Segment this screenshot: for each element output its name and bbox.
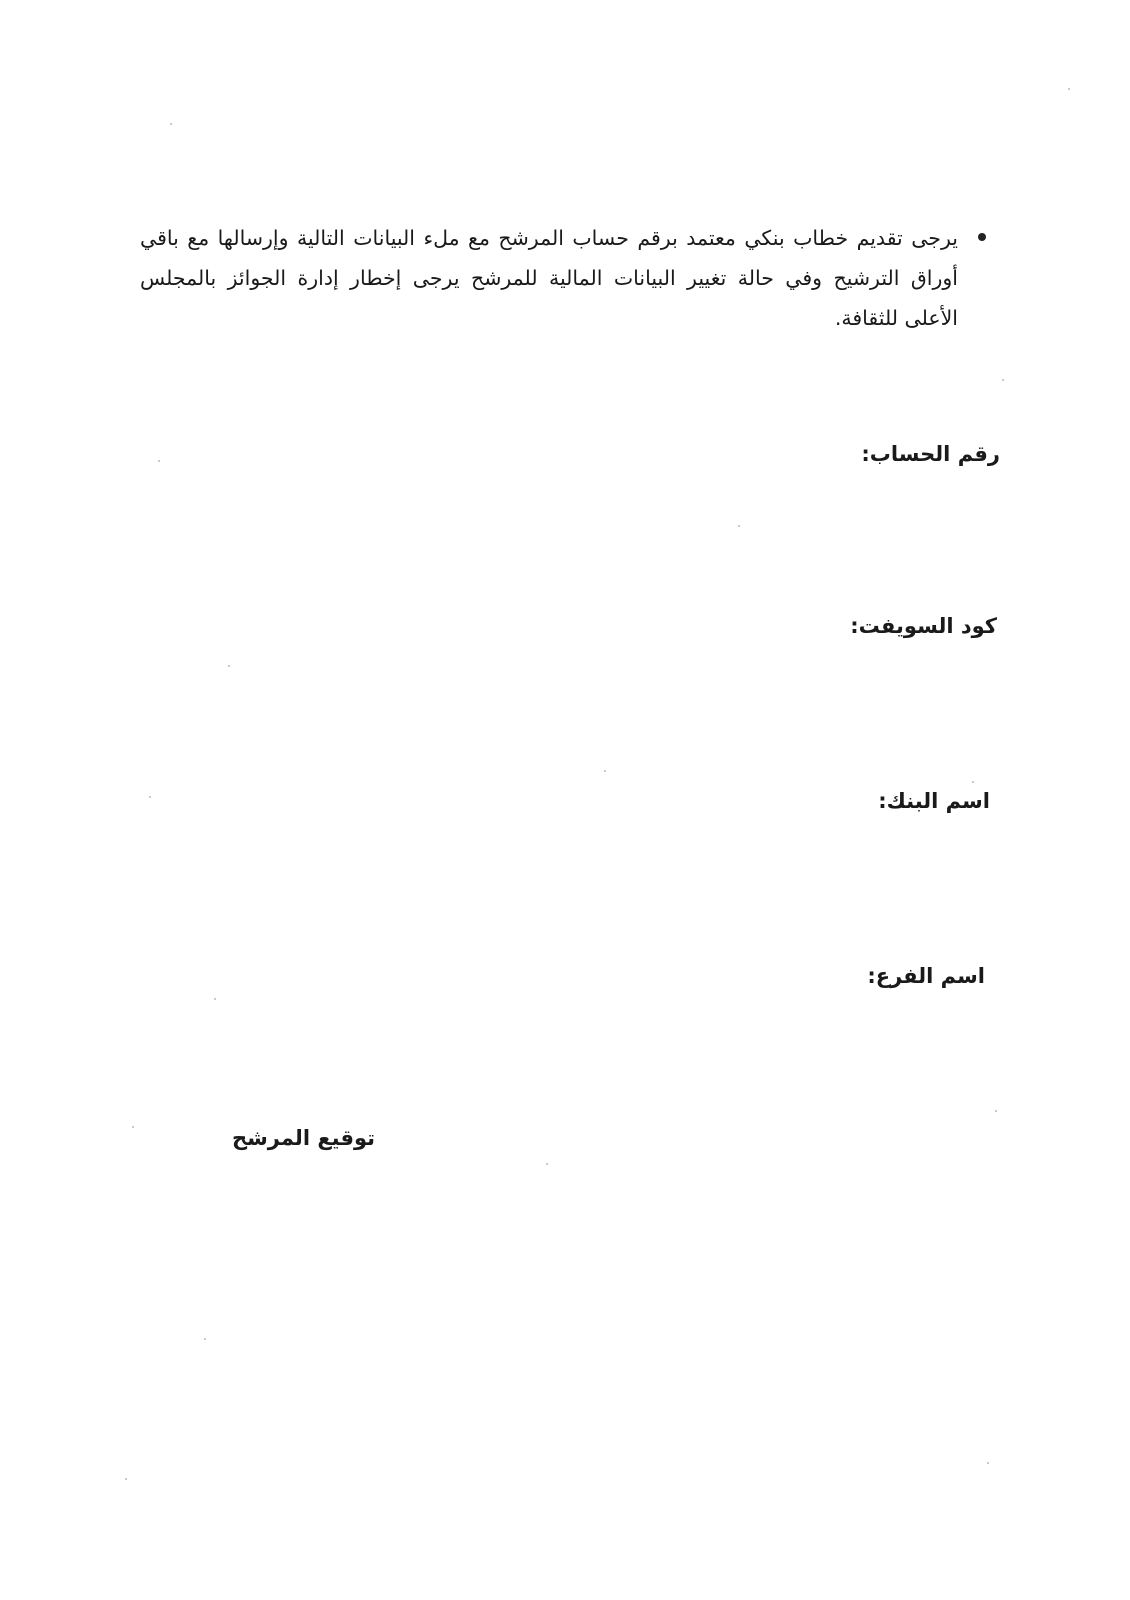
bank-name-label: اسم البنك:: [878, 789, 990, 813]
scan-speck: [132, 1126, 134, 1128]
scan-speck: [158, 460, 160, 462]
account-number-label: رقم الحساب:: [861, 442, 1000, 466]
scan-speck: [170, 123, 172, 125]
scan-speck: [228, 665, 230, 667]
branch-name-label: اسم الفرع:: [867, 964, 985, 988]
candidate-signature-label: توقيع المرشح: [232, 1126, 376, 1150]
bullet-icon: [978, 233, 986, 241]
scan-speck: [972, 781, 974, 783]
scan-speck: [604, 770, 606, 772]
scan-speck: [149, 796, 151, 798]
scan-speck: [995, 1110, 997, 1112]
scan-speck: [738, 525, 740, 527]
instruction-list: [140, 218, 990, 338]
scan-speck: [125, 1478, 127, 1480]
scan-speck: [1002, 379, 1004, 381]
scan-speck: [546, 1163, 548, 1165]
scan-speck: [214, 998, 216, 1000]
instruction-note: [140, 218, 990, 338]
instruction-text: يرجى تقديم خطاب بنكي معتمد برقم حساب المرشح مع ملء البيانات التالية وإرسالها مع باقي أوراق الترشيح وفي حالة تغيير البيانات المالية للمرشح يرجى إخطار إدارة الجوائز بالمجلس الأعلى للثقافة.: [140, 226, 958, 330]
instruction-item: [140, 218, 958, 338]
swift-code-label: كود السويفت:: [850, 614, 997, 638]
scan-speck: [1068, 88, 1070, 90]
scan-speck: [987, 1462, 989, 1464]
scan-speck: [204, 1338, 206, 1340]
